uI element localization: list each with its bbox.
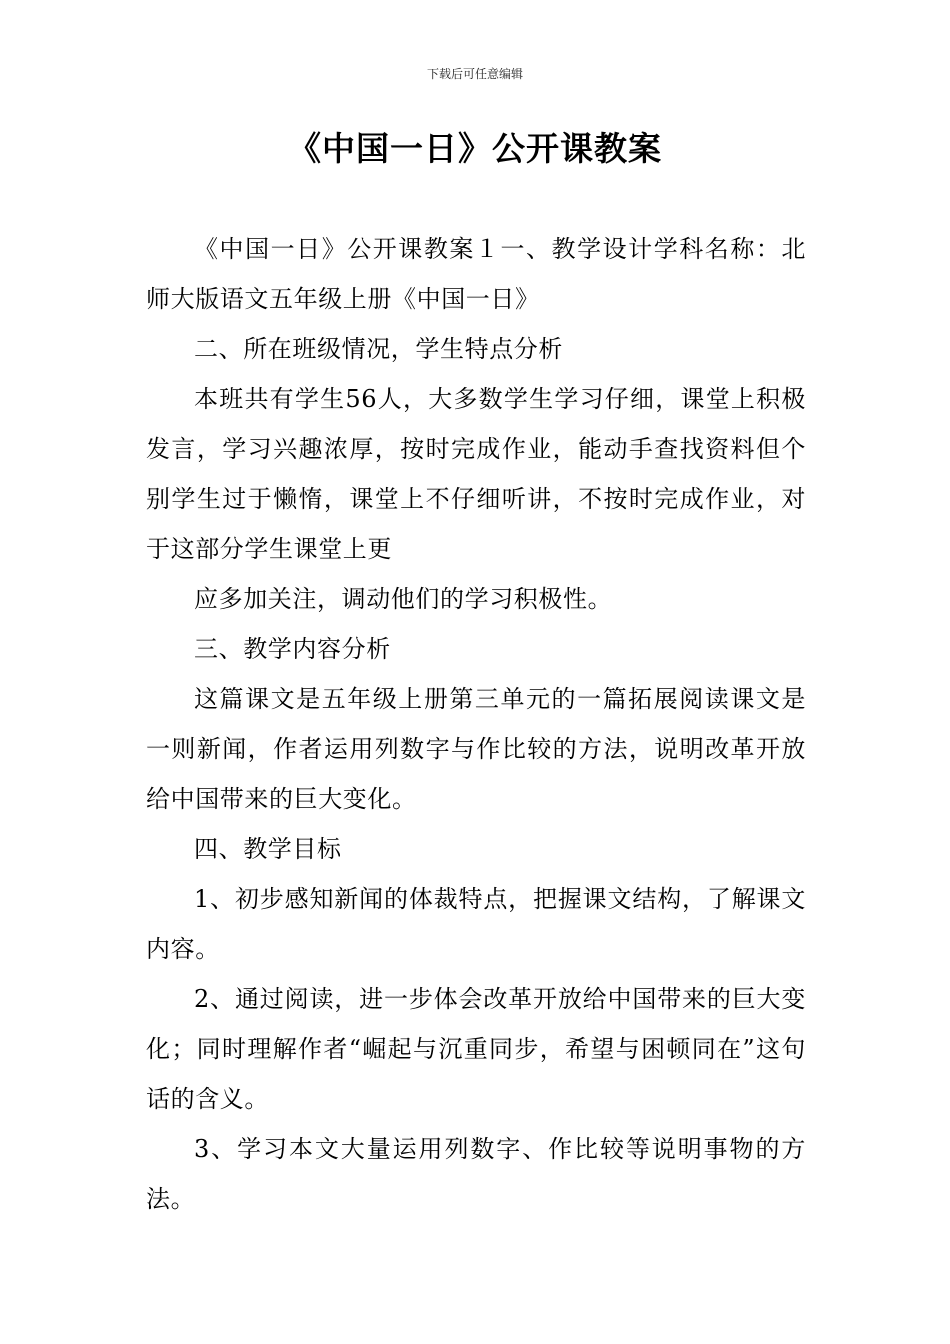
paragraph-intro: 《中国一日》公开课教案１一、教学设计学科名称：北师大版语文五年级上册《中国一日》 <box>146 235 806 313</box>
document-title: 《中国一日》公开课教案 <box>288 129 662 168</box>
header-note: 下载后可任意编辑 <box>426 67 523 81</box>
paragraph-section-2-heading: 二、所在班级情况，学生特点分析 <box>194 335 563 363</box>
paragraph-section-3-heading: 三、教学内容分析 <box>194 635 391 663</box>
document-body <box>146 224 806 1224</box>
paragraph-goal-2: 2、通过阅读，进一步体会改革开放给中国带来的巨大变化；同时理解作者“崛起与沉重同步，希望与困顿同在”这句话的含义。 <box>146 985 806 1113</box>
paragraph-goal-1: 1、初步感知新闻的体裁特点，把握课文结构，了解课文内容。 <box>146 885 806 963</box>
paragraph-content-analysis: 这篇课文是五年级上册第三单元的一篇拓展阅读课文是一则新闻，作者运用列数字与作比较的方法，说明改革开放给中国带来的巨大变化。 <box>146 685 806 813</box>
paragraph-class-info: 本班共有学生56人，大多数学生学习仔细，课堂上积极发言，学习兴趣浓厚，按时完成作业，能动手查找资料但个别学生过于懒惰，课堂上不仔细听讲，不按时完成作业，对于这部分学生课堂上更 <box>146 385 806 563</box>
paragraph-class-info-continued: 应多加关注，调动他们的学习积极性。 <box>194 585 613 613</box>
paragraph-section-4-heading: 四、教学目标 <box>194 835 342 863</box>
paragraph-goal-3: 3、学习本文大量运用列数字、作比较等说明事物的方法。 <box>146 1135 806 1213</box>
